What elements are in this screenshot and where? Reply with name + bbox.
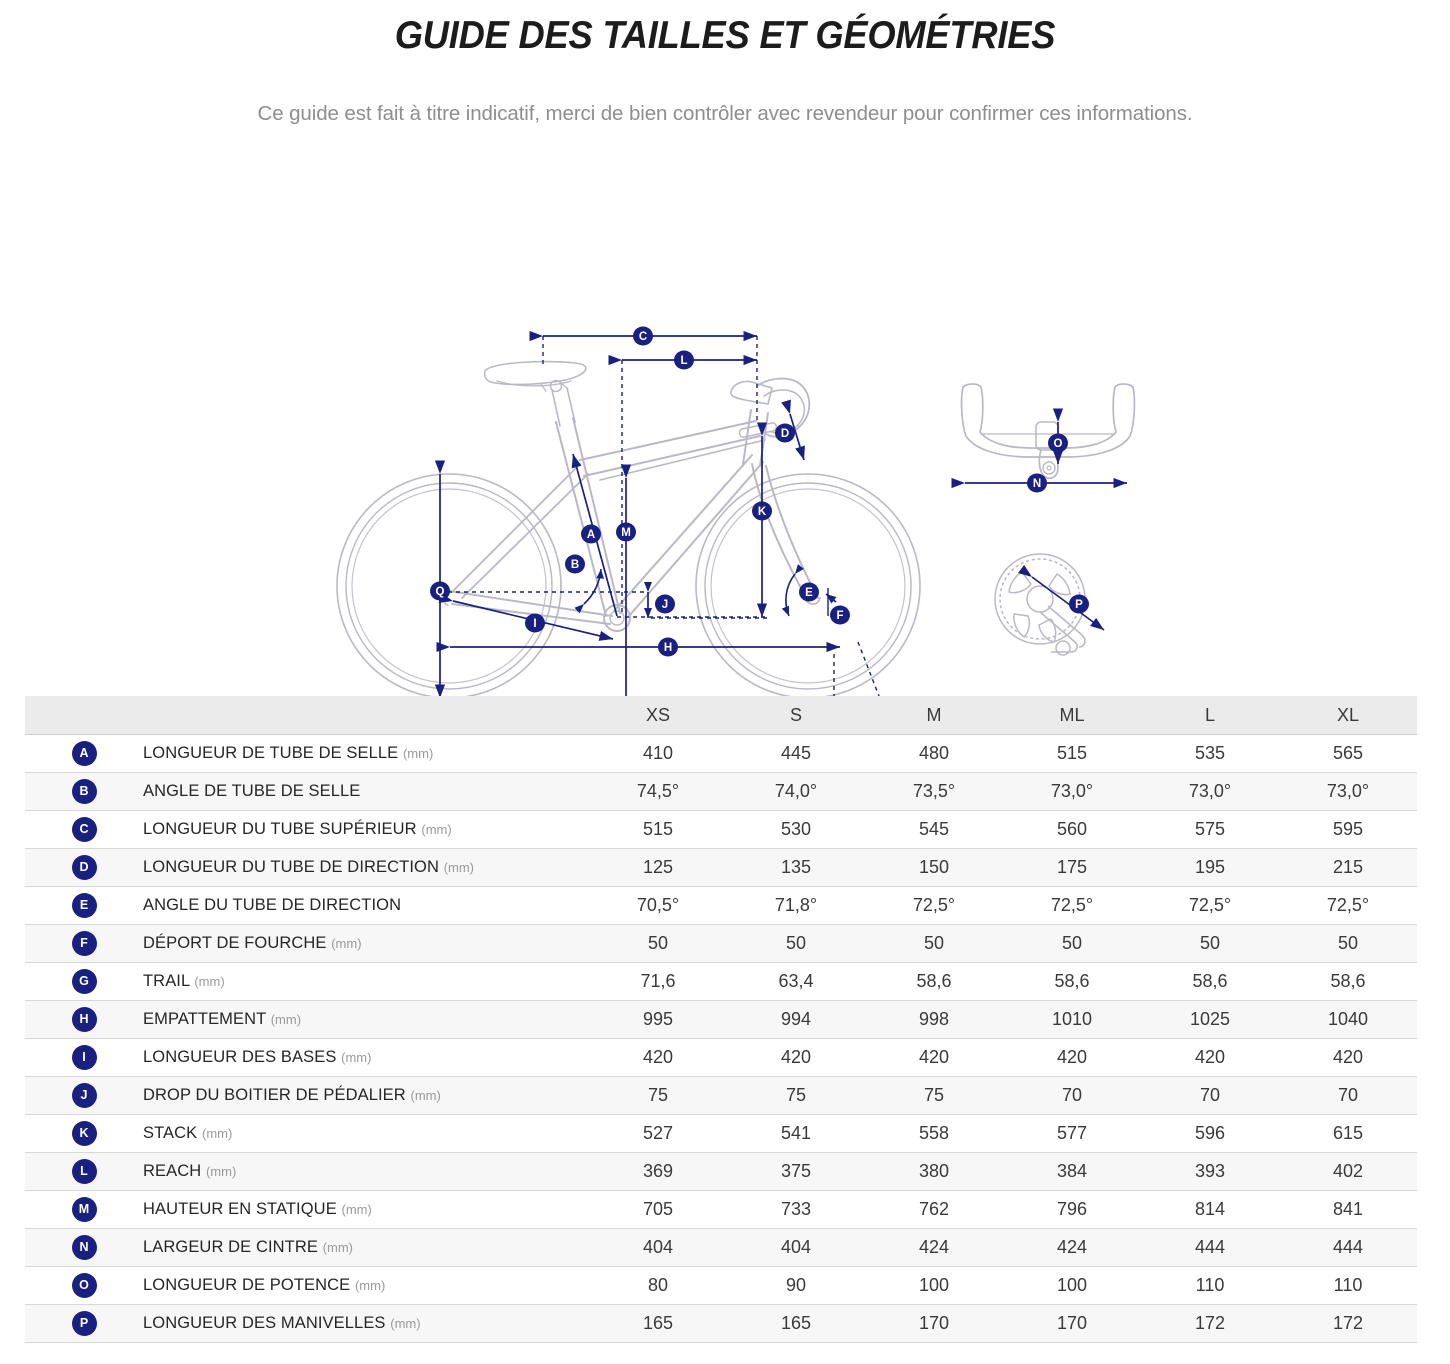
table-row <box>25 1191 1417 1229</box>
row-unit: (mm) <box>194 974 225 989</box>
svg-text:D: D <box>780 428 790 440</box>
value-cell: 75 <box>727 1077 865 1115</box>
value-cell: 72,5° <box>1141 887 1279 925</box>
value-cell: 50 <box>865 925 1003 963</box>
value-cell: 420 <box>1279 1039 1417 1077</box>
row-unit: (mm) <box>201 1126 233 1141</box>
row-label-cell <box>143 1001 589 1039</box>
row-label-cell <box>143 849 589 887</box>
row-marker-cell <box>25 1305 143 1343</box>
marker-badge: L <box>72 1159 97 1184</box>
marker-badge: A <box>72 741 97 766</box>
row-label: ANGLE DE TUBE DE SELLE <box>143 782 361 800</box>
marker-badge: G <box>72 969 97 994</box>
value-cell: 841 <box>1279 1191 1417 1229</box>
value-cell: 58,6 <box>1003 963 1141 1001</box>
row-marker-cell <box>25 1115 143 1153</box>
value-cell: 110 <box>1279 1267 1417 1305</box>
marker-badge: N <box>72 1235 97 1260</box>
value-cell: 404 <box>589 1229 727 1267</box>
value-cell: 170 <box>865 1305 1003 1343</box>
table-row <box>25 1115 1417 1153</box>
row-label-cell <box>143 1229 589 1267</box>
geometry-table <box>25 696 1417 1343</box>
row-label: TRAIL <box>143 972 190 990</box>
row-label-cell <box>143 811 589 849</box>
marker-C <box>633 327 653 346</box>
value-cell: 1025 <box>1141 1001 1279 1039</box>
value-cell: 444 <box>1279 1229 1417 1267</box>
value-cell: 70 <box>1279 1077 1417 1115</box>
value-cell: 100 <box>1003 1267 1141 1305</box>
value-cell: 50 <box>1141 925 1279 963</box>
marker-badge: I <box>72 1045 97 1070</box>
table-body <box>25 735 1417 1343</box>
header-label-column <box>143 696 589 735</box>
value-cell: 50 <box>1003 925 1141 963</box>
value-cell: 70,5° <box>589 887 727 925</box>
value-cell: 72,5° <box>865 887 1003 925</box>
value-cell: 58,6 <box>865 963 1003 1001</box>
table-row <box>25 773 1417 811</box>
svg-text:O: O <box>1053 438 1063 450</box>
value-cell: 384 <box>1003 1153 1141 1191</box>
table-header <box>25 696 1417 735</box>
row-label: LONGUEUR DES MANIVELLES <box>143 1314 386 1332</box>
row-label-cell <box>143 773 589 811</box>
value-cell: 575 <box>1141 811 1279 849</box>
value-cell: 369 <box>589 1153 727 1191</box>
value-cell: 63,4 <box>727 963 865 1001</box>
geometry-diagram <box>0 164 1450 654</box>
svg-text:L: L <box>680 355 688 367</box>
marker-O <box>1048 434 1068 453</box>
value-cell: 410 <box>589 735 727 773</box>
marker-A <box>581 525 601 544</box>
row-unit: (mm) <box>205 1164 237 1179</box>
page-title: GUIDE DES TAILLES ET GÉOMÉTRIES <box>394 14 1056 57</box>
value-cell: 71,6 <box>589 963 727 1001</box>
table-row <box>25 963 1417 1001</box>
row-marker-cell <box>25 735 143 773</box>
svg-text:A: A <box>586 529 596 541</box>
row-label: STACK <box>143 1124 198 1142</box>
marker-H <box>658 638 678 657</box>
row-unit: (mm) <box>354 1278 386 1293</box>
header-size-xl: XL <box>1279 696 1417 735</box>
value-cell: 535 <box>1141 735 1279 773</box>
header-size-l: L <box>1141 696 1279 735</box>
value-cell: 420 <box>727 1039 865 1077</box>
table-row <box>25 1267 1417 1305</box>
row-marker-cell <box>25 811 143 849</box>
value-cell: 75 <box>589 1077 727 1115</box>
row-label: REACH <box>143 1162 202 1180</box>
value-cell: 58,6 <box>1279 963 1417 1001</box>
value-cell: 73,5° <box>865 773 1003 811</box>
marker-badge: E <box>72 893 97 918</box>
value-cell: 380 <box>865 1153 1003 1191</box>
row-label-cell <box>143 963 589 1001</box>
row-unit: (mm) <box>322 1240 353 1255</box>
svg-text:E: E <box>805 587 813 599</box>
marker-P <box>1069 595 1089 614</box>
marker-N <box>1027 474 1047 493</box>
value-cell: 110 <box>1141 1267 1279 1305</box>
table-row <box>25 811 1417 849</box>
row-label: DÉPORT DE FOURCHE <box>143 934 327 952</box>
row-label: LONGUEUR DU TUBE SUPÉRIEUR <box>143 820 417 838</box>
row-marker-cell <box>25 925 143 963</box>
value-cell: 530 <box>727 811 865 849</box>
value-cell: 424 <box>1003 1229 1141 1267</box>
value-cell: 74,5° <box>589 773 727 811</box>
value-cell: 100 <box>865 1267 1003 1305</box>
marker-badge: K <box>72 1121 97 1146</box>
value-cell: 135 <box>727 849 865 887</box>
value-cell: 545 <box>865 811 1003 849</box>
marker-F <box>830 606 850 625</box>
value-cell: 70 <box>1141 1077 1279 1115</box>
row-label-cell <box>143 1115 589 1153</box>
value-cell: 170 <box>1003 1305 1141 1343</box>
row-label-cell <box>143 1267 589 1305</box>
value-cell: 595 <box>1279 811 1417 849</box>
table-row <box>25 1077 1417 1115</box>
row-label-cell <box>143 1077 589 1115</box>
value-cell: 998 <box>865 1001 1003 1039</box>
value-cell: 150 <box>865 849 1003 887</box>
value-cell: 58,6 <box>1141 963 1279 1001</box>
value-cell: 125 <box>589 849 727 887</box>
value-cell: 596 <box>1141 1115 1279 1153</box>
value-cell: 515 <box>1003 735 1141 773</box>
row-marker-cell <box>25 773 143 811</box>
value-cell: 1010 <box>1003 1001 1141 1039</box>
marker-M <box>616 523 636 542</box>
value-cell: 50 <box>727 925 865 963</box>
value-cell: 615 <box>1279 1115 1417 1153</box>
header-size-m: M <box>865 696 1003 735</box>
row-marker-cell <box>25 1039 143 1077</box>
value-cell: 75 <box>865 1077 1003 1115</box>
row-label: LARGEUR DE CINTRE <box>143 1238 318 1256</box>
value-cell: 420 <box>865 1039 1003 1077</box>
marker-I <box>525 614 545 633</box>
marker-badge: O <box>72 1273 97 1298</box>
row-label-cell <box>143 1191 589 1229</box>
value-cell: 73,0° <box>1141 773 1279 811</box>
svg-text:J: J <box>661 599 669 611</box>
row-marker-cell <box>25 1001 143 1039</box>
value-cell: 402 <box>1279 1153 1417 1191</box>
marker-badge: H <box>72 1007 97 1032</box>
row-unit: (mm) <box>443 860 474 875</box>
value-cell: 73,0° <box>1003 773 1141 811</box>
value-cell: 733 <box>727 1191 865 1229</box>
page-subtitle: Ce guide est fait à titre indicatif, merci de bien contrôler avec revendeur pour confirmer ces informations. <box>257 102 1193 125</box>
table-row <box>25 1229 1417 1267</box>
header-size-s: S <box>727 696 865 735</box>
value-cell: 577 <box>1003 1115 1141 1153</box>
value-cell: 195 <box>1141 849 1279 887</box>
value-cell: 172 <box>1279 1305 1417 1343</box>
table-row <box>25 1153 1417 1191</box>
svg-text:M: M <box>621 527 631 539</box>
value-cell: 558 <box>865 1115 1003 1153</box>
svg-text:I: I <box>533 618 537 630</box>
value-cell: 71,8° <box>727 887 865 925</box>
value-cell: 73,0° <box>1279 773 1417 811</box>
diagram-marker-badges <box>430 327 1089 744</box>
row-label-cell <box>143 925 589 963</box>
value-cell: 705 <box>589 1191 727 1229</box>
value-cell: 420 <box>1003 1039 1141 1077</box>
row-unit: (mm) <box>331 936 362 951</box>
row-unit: (mm) <box>421 822 452 837</box>
value-cell: 565 <box>1279 735 1417 773</box>
header-size-ml: ML <box>1003 696 1141 735</box>
table-header-row <box>25 696 1417 735</box>
marker-badge: M <box>72 1197 97 1222</box>
row-marker-cell <box>25 1077 143 1115</box>
header-size-xs: XS <box>589 696 727 735</box>
value-cell: 480 <box>865 735 1003 773</box>
svg-text:C: C <box>638 331 648 343</box>
value-cell: 72,5° <box>1003 887 1141 925</box>
row-marker-cell <box>25 849 143 887</box>
value-cell: 50 <box>589 925 727 963</box>
row-unit: (mm) <box>341 1202 372 1217</box>
row-label: ANGLE DU TUBE DE DIRECTION <box>143 896 402 914</box>
row-marker-cell <box>25 1191 143 1229</box>
value-cell: 796 <box>1003 1191 1141 1229</box>
row-unit: (mm) <box>410 1088 441 1103</box>
value-cell: 994 <box>727 1001 865 1039</box>
row-marker-cell <box>25 1229 143 1267</box>
marker-badge: B <box>72 779 97 804</box>
svg-text:H: H <box>663 642 673 654</box>
marker-E <box>799 583 819 602</box>
row-label: LONGUEUR DU TUBE DE DIRECTION <box>143 858 439 876</box>
value-cell: 541 <box>727 1115 865 1153</box>
marker-L <box>674 351 694 370</box>
value-cell: 995 <box>589 1001 727 1039</box>
row-label: LONGUEUR DE TUBE DE SELLE <box>143 744 399 762</box>
value-cell: 420 <box>1141 1039 1279 1077</box>
dimension-arc-E <box>786 574 795 616</box>
marker-K <box>752 502 772 521</box>
value-cell: 814 <box>1141 1191 1279 1229</box>
row-marker-cell <box>25 963 143 1001</box>
row-label-cell <box>143 887 589 925</box>
value-cell: 165 <box>727 1305 865 1343</box>
value-cell: 215 <box>1279 849 1417 887</box>
row-label-cell <box>143 735 589 773</box>
value-cell: 393 <box>1141 1153 1279 1191</box>
value-cell: 445 <box>727 735 865 773</box>
svg-text:N: N <box>1032 478 1042 490</box>
table-row <box>25 887 1417 925</box>
value-cell: 80 <box>589 1267 727 1305</box>
value-cell: 515 <box>589 811 727 849</box>
table-row <box>25 925 1417 963</box>
row-label-cell <box>143 1153 589 1191</box>
svg-text:P: P <box>1075 599 1083 611</box>
marker-Q <box>430 582 450 601</box>
value-cell: 424 <box>865 1229 1003 1267</box>
svg-text:Q: Q <box>435 586 445 598</box>
value-cell: 74,0° <box>727 773 865 811</box>
marker-badge: D <box>72 855 97 880</box>
value-cell: 175 <box>1003 849 1141 887</box>
svg-text:B: B <box>570 559 580 571</box>
row-marker-cell <box>25 1153 143 1191</box>
row-label: HAUTEUR EN STATIQUE <box>143 1200 337 1218</box>
table-row <box>25 1305 1417 1343</box>
value-cell: 404 <box>727 1229 865 1267</box>
value-cell: 172 <box>1141 1305 1279 1343</box>
marker-badge: P <box>72 1311 97 1336</box>
table-row <box>25 1039 1417 1077</box>
marker-badge: F <box>72 931 97 956</box>
value-cell: 762 <box>865 1191 1003 1229</box>
row-unit: (mm) <box>341 1050 372 1065</box>
marker-badge: J <box>72 1083 97 1108</box>
svg-text:F: F <box>836 610 844 622</box>
handlebar-top-view-illustration <box>962 384 1135 478</box>
marker-J <box>655 595 675 614</box>
value-cell: 72,5° <box>1279 887 1417 925</box>
header-mark-column <box>25 696 143 735</box>
marker-B <box>565 555 585 574</box>
row-unit: (mm) <box>402 746 434 761</box>
value-cell: 375 <box>727 1153 865 1191</box>
row-marker-cell <box>25 887 143 925</box>
row-label: LONGUEUR DE POTENCE <box>143 1276 351 1294</box>
row-label: EMPATTEMENT <box>143 1010 267 1028</box>
marker-D <box>775 424 795 443</box>
row-label: LONGUEUR DES BASES <box>143 1048 337 1066</box>
marker-badge: C <box>72 817 97 842</box>
value-cell: 1040 <box>1279 1001 1417 1039</box>
table-row <box>25 1001 1417 1039</box>
table-row <box>25 849 1417 887</box>
value-cell: 70 <box>1003 1077 1141 1115</box>
value-cell: 527 <box>589 1115 727 1153</box>
row-marker-cell <box>25 1267 143 1305</box>
value-cell: 420 <box>589 1039 727 1077</box>
row-unit: (mm) <box>390 1316 421 1331</box>
value-cell: 50 <box>1279 925 1417 963</box>
value-cell: 444 <box>1141 1229 1279 1267</box>
row-label-cell <box>143 1039 589 1077</box>
row-label: DROP DU BOITIER DE PÉDALIER <box>143 1086 406 1104</box>
table-row <box>25 735 1417 773</box>
value-cell: 560 <box>1003 811 1141 849</box>
svg-text:K: K <box>757 506 767 518</box>
row-label-cell <box>143 1305 589 1343</box>
value-cell: 90 <box>727 1267 865 1305</box>
value-cell: 165 <box>589 1305 727 1343</box>
row-unit: (mm) <box>270 1012 302 1027</box>
